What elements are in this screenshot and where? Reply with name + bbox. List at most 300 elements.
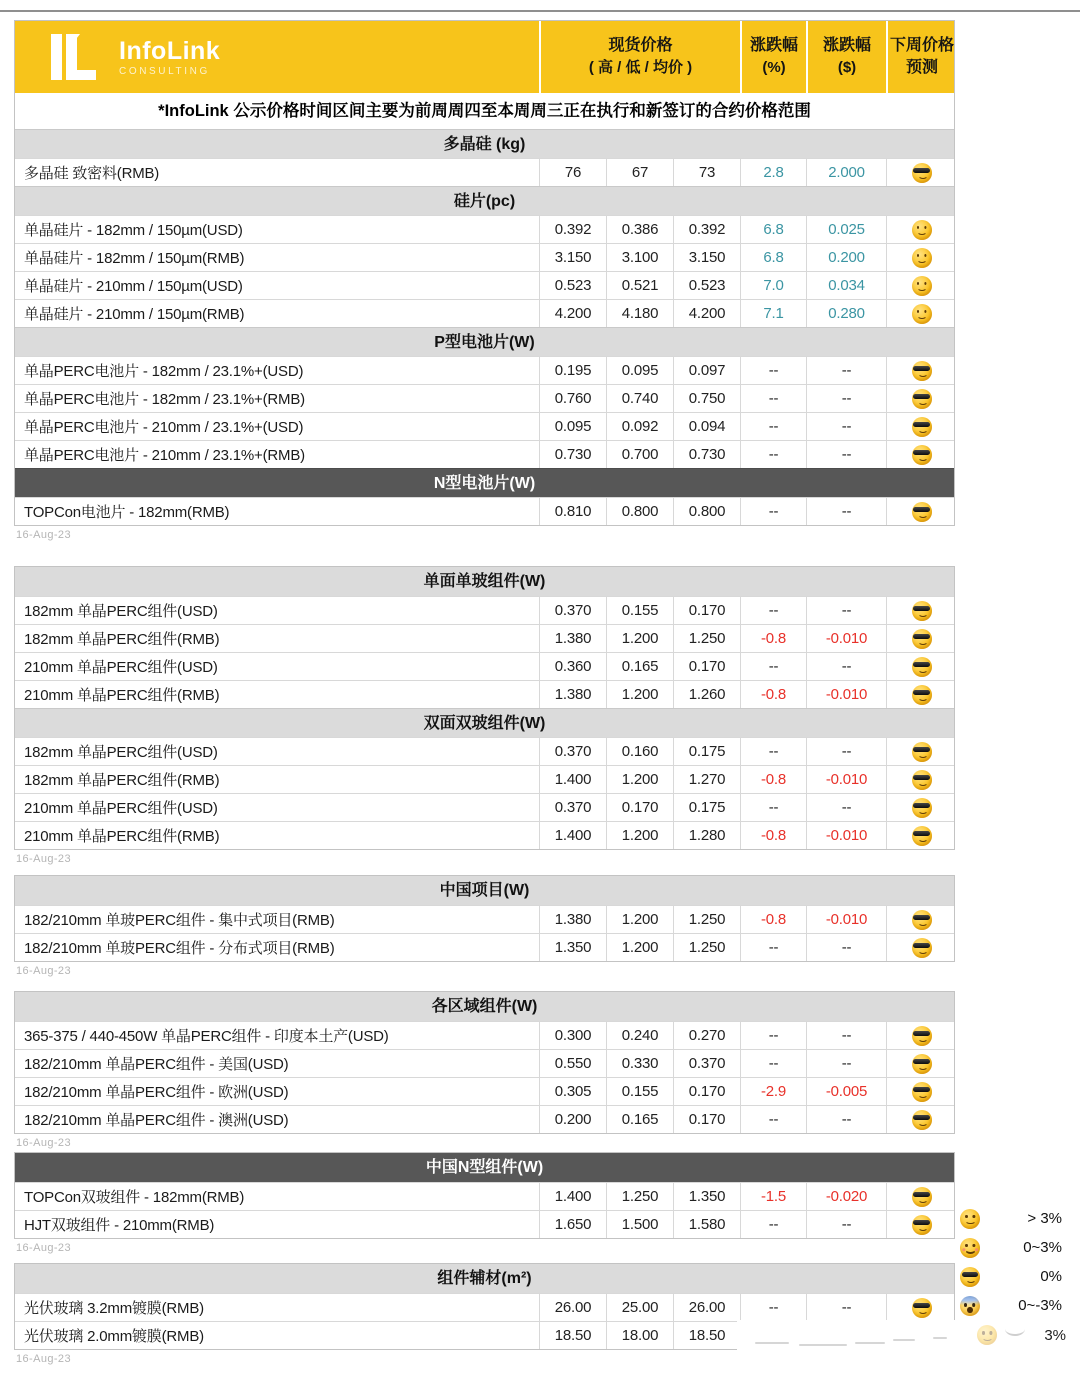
disclaimer-note: *InfoLink 公示价格时间区间主要为前周周四至本周周三正在执行和新签订的合约价格范围 [158,102,811,120]
price-row [15,384,954,412]
price-high: 0.305 [539,1078,606,1105]
legend-label: 0~-3% [1018,1297,1062,1314]
section-header: P型电池片(W) [15,327,954,356]
price-row [15,680,954,708]
forecast-cell [886,385,956,412]
price-row [15,440,954,468]
price-high: 0.300 [539,1022,606,1049]
change-percent: -0.8 [740,906,806,933]
price-report [14,20,955,1375]
block-date: 16-Aug-23 [16,529,71,541]
price-row [15,1021,954,1049]
brand-cell [15,21,539,93]
product-label: 182/210mm 单玻PERC组件 - 集中式项目(RMB) [24,912,335,929]
price-high: 0.810 [539,498,606,525]
change-percent: 7.0 [740,272,806,299]
smudge-mark [755,1342,789,1344]
cool-emoji-icon [912,742,932,762]
legend-label: > 3% [1027,1210,1062,1227]
change-percent: -0.8 [740,625,806,652]
price-low: 0.160 [606,738,673,765]
change-percent: -- [740,597,806,624]
cool-emoji-icon [960,1267,980,1287]
price-avg: 0.730 [673,441,740,468]
forecast-cell [886,1050,956,1077]
price-avg: 0.170 [673,653,740,680]
forecast-cell [886,498,956,525]
price-low: 1.200 [606,681,673,708]
cool-emoji-icon [912,163,932,183]
change-amount: -- [806,653,886,680]
change-amount: -0.010 [806,766,886,793]
price-avg: 0.523 [673,272,740,299]
smudge-mark [933,1337,947,1339]
product-label: 182mm 单晶PERC组件(USD) [24,744,218,761]
price-low: 0.800 [606,498,673,525]
product-label: TOPCon电池片 - 182mm(RMB) [24,504,230,521]
spot-price-title: 现货价格 [608,37,673,54]
price-table [14,991,955,1134]
price-avg: 4.200 [673,300,740,327]
change-percent: -2.9 [740,1078,806,1105]
change-amount: -0.020 [806,1183,886,1210]
forecast-cell [886,413,956,440]
smile-emoji-icon [960,1209,980,1229]
price-row [15,271,954,299]
infolink-logo-icon [49,31,107,83]
cool-emoji-icon [912,1054,932,1074]
forecast-cell [886,300,956,327]
change-percent: -- [740,1050,806,1077]
price-high: 0.550 [539,1050,606,1077]
price-low: 1.200 [606,934,673,961]
price-high: 0.392 [539,216,606,243]
price-avg: 73 [673,159,740,186]
price-row [15,933,954,961]
price-row [15,497,954,525]
price-row [15,1182,954,1210]
price-high: 1.380 [539,625,606,652]
price-row [15,737,954,765]
change-percent: -- [740,934,806,961]
spot-price-subtitle: ( 高 / 低 / 均价 ) [588,59,693,76]
price-avg: 0.170 [673,1078,740,1105]
product-label: 单晶硅片 - 182mm / 150µm(RMB) [24,250,245,267]
change-amount: -- [806,1106,886,1133]
price-avg: 0.170 [673,597,740,624]
price-low: 4.180 [606,300,673,327]
price-avg: 0.094 [673,413,740,440]
price-high: 76 [539,159,606,186]
legend-label: 0~3% [1023,1239,1062,1256]
price-high: 26.00 [539,1294,606,1321]
price-low: 0.330 [606,1050,673,1077]
price-low: 0.155 [606,597,673,624]
price-high: 0.370 [539,597,606,624]
legend-row [960,1204,1062,1233]
cool-emoji-icon [912,1298,932,1318]
change-percent: -- [740,738,806,765]
price-row [15,1077,954,1105]
price-avg: 26.00 [673,1294,740,1321]
price-row [15,1049,954,1077]
smudge-mark [893,1339,915,1341]
price-low: 0.165 [606,1106,673,1133]
price-high: 0.730 [539,441,606,468]
cool-emoji-icon [912,417,932,437]
price-table [14,875,955,962]
price-low: 1.500 [606,1211,673,1238]
legend-partial-label: 3% [1044,1327,1066,1344]
page-top-rule [0,10,1080,12]
price-table [14,1152,955,1239]
price-high: 0.200 [539,1106,606,1133]
change-amount: -- [806,794,886,821]
change-dollar-unit: ($) [837,59,857,76]
cool-emoji-icon [912,1026,932,1046]
change-percent: -- [740,441,806,468]
change-percent: 7.1 [740,300,806,327]
product-label: 210mm 单晶PERC组件(USD) [24,659,218,676]
product-label: 单晶硅片 - 210mm / 150µm(RMB) [24,306,245,323]
price-high: 0.760 [539,385,606,412]
change-percent: -- [740,653,806,680]
price-row [15,243,954,271]
section-header: 单面单玻组件(W) [15,567,954,596]
product-label: 单晶硅片 - 210mm / 150µm(USD) [24,278,243,295]
section-header: 组件辅材(m²) [15,1264,954,1293]
price-avg: 0.175 [673,738,740,765]
legend-label: 0% [1040,1268,1062,1285]
price-low: 67 [606,159,673,186]
cool-emoji-icon [912,629,932,649]
block-date: 16-Aug-23 [16,1242,71,1254]
smile-emoji-icon [912,220,932,240]
price-table-block [14,875,955,977]
product-label: 光伏玻璃 3.2mm镀膜(RMB) [24,1300,204,1317]
price-low: 1.200 [606,625,673,652]
cool-emoji-icon [912,601,932,621]
price-row [15,793,954,821]
price-avg: 0.370 [673,1050,740,1077]
price-high: 0.370 [539,738,606,765]
forecast-cell [886,244,956,271]
change-amount: -0.010 [806,681,886,708]
cool-emoji-icon [912,502,932,522]
price-avg: 0.175 [673,794,740,821]
change-percent-title: 涨跌幅 [749,37,798,54]
change-amount: -- [806,597,886,624]
change-percent: -0.8 [740,681,806,708]
forecast-cell [886,766,956,793]
forecast-cell [886,1022,956,1049]
change-amount: -0.010 [806,822,886,849]
price-low: 1.200 [606,906,673,933]
forecast-cell [886,441,956,468]
cool-emoji-icon [912,389,932,409]
price-low: 0.521 [606,272,673,299]
price-low: 0.170 [606,794,673,821]
price-avg: 3.150 [673,244,740,271]
table-header [15,21,954,93]
smudge-mark [799,1344,847,1346]
price-low: 0.700 [606,441,673,468]
column-header-forecast [886,21,956,93]
cool-emoji-icon [912,826,932,846]
price-high: 1.400 [539,822,606,849]
price-high: 1.350 [539,934,606,961]
price-row [15,1105,954,1133]
product-label: 210mm 单晶PERC组件(RMB) [24,687,220,704]
price-avg: 0.170 [673,1106,740,1133]
price-row [15,624,954,652]
section-header: 双面双玻组件(W) [15,708,954,737]
scream-emoji-icon [960,1296,980,1316]
brand-text [119,38,220,77]
change-percent: -- [740,1106,806,1133]
forecast-cell [886,597,956,624]
change-percent: 6.8 [740,216,806,243]
legend-row [960,1233,1062,1262]
change-amount: -- [806,738,886,765]
change-percent-unit: (%) [762,59,786,76]
change-amount: -- [806,1022,886,1049]
price-row [15,1210,954,1238]
product-label: 182/210mm 单晶PERC组件 - 欧洲(USD) [24,1084,289,1101]
price-low: 0.240 [606,1022,673,1049]
product-label: 光伏玻璃 2.0mm镀膜(RMB) [24,1328,204,1345]
price-table-block [14,566,955,865]
price-avg: 1.250 [673,906,740,933]
block-date: 16-Aug-23 [16,965,71,977]
change-amount: -- [806,385,886,412]
price-row [15,905,954,933]
change-amount: -- [806,1294,886,1321]
change-amount: 2.000 [806,159,886,186]
price-table-block [14,1152,955,1254]
price-low: 3.100 [606,244,673,271]
section-header: 中国项目(W) [15,876,954,905]
change-percent: -- [740,413,806,440]
price-high: 4.200 [539,300,606,327]
brand-name: InfoLink [119,36,221,65]
change-percent: -- [740,1211,806,1238]
price-table [14,566,955,850]
change-amount: -- [806,357,886,384]
forecast-cell [886,681,956,708]
forecast-cell [886,1078,956,1105]
forecast-cell [886,934,956,961]
product-label: 182mm 单晶PERC组件(RMB) [24,772,220,789]
price-low: 0.740 [606,385,673,412]
product-label: 182/210mm 单晶PERC组件 - 美国(USD) [24,1056,289,1073]
price-high: 1.380 [539,681,606,708]
change-percent: -- [740,1294,806,1321]
price-row [15,158,954,186]
product-label: 单晶PERC电池片 - 182mm / 23.1%+(USD) [24,363,304,380]
smudge-mark [855,1342,885,1344]
column-header-change-percent [740,21,806,93]
product-label: HJT双玻组件 - 210mm(RMB) [24,1217,215,1234]
product-label: 单晶PERC电池片 - 210mm / 23.1%+(RMB) [24,447,305,464]
price-row [15,652,954,680]
product-label: 210mm 单晶PERC组件(RMB) [24,828,220,845]
price-row [15,299,954,327]
price-low: 1.200 [606,766,673,793]
change-amount: -- [806,1211,886,1238]
forecast-cell [886,1183,956,1210]
change-amount: 0.280 [806,300,886,327]
price-high: 0.360 [539,653,606,680]
block-date: 16-Aug-23 [16,853,71,865]
change-amount: -0.010 [806,625,886,652]
change-percent: 6.8 [740,244,806,271]
column-header-spot-price [539,21,740,93]
price-high: 0.195 [539,357,606,384]
blush-emoji-icon [960,1238,980,1258]
erased-emoji-remnant-icon [977,1325,997,1345]
forecast-title-line2: 预测 [905,59,938,76]
forecast-cell [886,216,956,243]
forecast-cell [886,1211,956,1238]
product-label: 单晶PERC电池片 - 210mm / 23.1%+(USD) [24,419,304,436]
change-percent: -1.5 [740,1183,806,1210]
price-row [15,215,954,243]
forecast-cell [886,1106,956,1133]
cool-emoji-icon [912,1082,932,1102]
forecast-cell [886,625,956,652]
smile-emoji-icon [912,276,932,296]
cool-emoji-icon [912,657,932,677]
price-high: 1.400 [539,1183,606,1210]
price-avg: 1.250 [673,934,740,961]
change-percent: -0.8 [740,766,806,793]
price-high: 3.150 [539,244,606,271]
forecast-cell [886,357,956,384]
product-label: 365-375 / 440-450W 单晶PERC组件 - 印度本土产(USD) [24,1028,389,1045]
price-table-block [14,20,955,541]
section-header: 多晶硅 (kg) [15,129,954,158]
cool-emoji-icon [912,1110,932,1130]
price-avg: 0.097 [673,357,740,384]
product-label: 182mm 单晶PERC组件(USD) [24,603,218,620]
change-percent: -- [740,1022,806,1049]
price-low: 1.250 [606,1183,673,1210]
price-row [15,1293,954,1321]
price-table-block [14,991,955,1149]
price-avg: 1.260 [673,681,740,708]
forecast-cell [886,653,956,680]
forecast-cell [886,822,956,849]
change-percent: -0.8 [740,822,806,849]
price-row [15,596,954,624]
price-low: 0.386 [606,216,673,243]
price-row [15,765,954,793]
price-row [15,412,954,440]
product-label: 182/210mm 单玻PERC组件 - 分布式项目(RMB) [24,940,335,957]
price-low: 0.165 [606,653,673,680]
smile-emoji-icon [912,304,932,324]
smile-emoji-icon [912,248,932,268]
change-percent: -- [740,794,806,821]
price-high: 1.650 [539,1211,606,1238]
price-row [15,356,954,384]
block-date: 16-Aug-23 [16,1137,71,1149]
product-label: 单晶硅片 - 182mm / 150µm(USD) [24,222,243,239]
section-header: 各区域组件(W) [15,992,954,1021]
price-avg: 1.270 [673,766,740,793]
whiteout-overlay [737,1320,1080,1362]
column-header-change-dollar [806,21,886,93]
price-low: 0.155 [606,1078,673,1105]
product-label: 多晶硅 致密料(RMB) [24,165,160,182]
price-table [14,20,955,526]
price-high: 1.400 [539,766,606,793]
price-low: 0.092 [606,413,673,440]
cool-emoji-icon [912,1215,932,1235]
price-avg: 1.250 [673,625,740,652]
change-amount: 0.034 [806,272,886,299]
price-avg: 0.392 [673,216,740,243]
change-amount: -- [806,934,886,961]
product-label: 单晶PERC电池片 - 182mm / 23.1%+(RMB) [24,391,305,408]
price-avg: 0.800 [673,498,740,525]
product-label: 182mm 单晶PERC组件(RMB) [24,631,220,648]
price-high: 1.380 [539,906,606,933]
price-low: 0.095 [606,357,673,384]
cool-emoji-icon [912,770,932,790]
legend-row [960,1262,1062,1291]
section-header: 硅片(pc) [15,186,954,215]
price-high: 0.095 [539,413,606,440]
change-percent: -- [740,357,806,384]
change-amount: -- [806,498,886,525]
cool-emoji-icon [912,1187,932,1207]
change-percent: -- [740,498,806,525]
cool-emoji-icon [912,910,932,930]
price-low: 1.200 [606,822,673,849]
cool-emoji-icon [912,361,932,381]
product-label: 210mm 单晶PERC组件(USD) [24,800,218,817]
price-high: 0.370 [539,794,606,821]
product-label: TOPCon双玻组件 - 182mm(RMB) [24,1189,245,1206]
price-row [15,821,954,849]
change-amount: -0.005 [806,1078,886,1105]
price-avg: 0.270 [673,1022,740,1049]
cool-emoji-icon [912,445,932,465]
change-amount: -- [806,1050,886,1077]
forecast-cell [886,1294,956,1321]
forecast-cell [886,272,956,299]
smudge-arc [1005,1322,1025,1336]
forecast-cell [886,906,956,933]
price-avg: 0.750 [673,385,740,412]
price-high: 0.523 [539,272,606,299]
forecast-legend [960,1204,1062,1320]
change-percent: -- [740,385,806,412]
forecast-title-line1: 下周价格 [889,37,954,54]
price-low: 25.00 [606,1294,673,1321]
brand-subtitle: CONSULTING [119,65,210,77]
forecast-cell [886,159,956,186]
change-percent: 2.8 [740,159,806,186]
forecast-cell [886,794,956,821]
price-high: 18.50 [539,1322,606,1349]
price-avg: 18.50 [673,1322,740,1349]
product-label: 182/210mm 单晶PERC组件 - 澳洲(USD) [24,1112,289,1129]
price-avg: 1.350 [673,1183,740,1210]
cool-emoji-icon [912,685,932,705]
